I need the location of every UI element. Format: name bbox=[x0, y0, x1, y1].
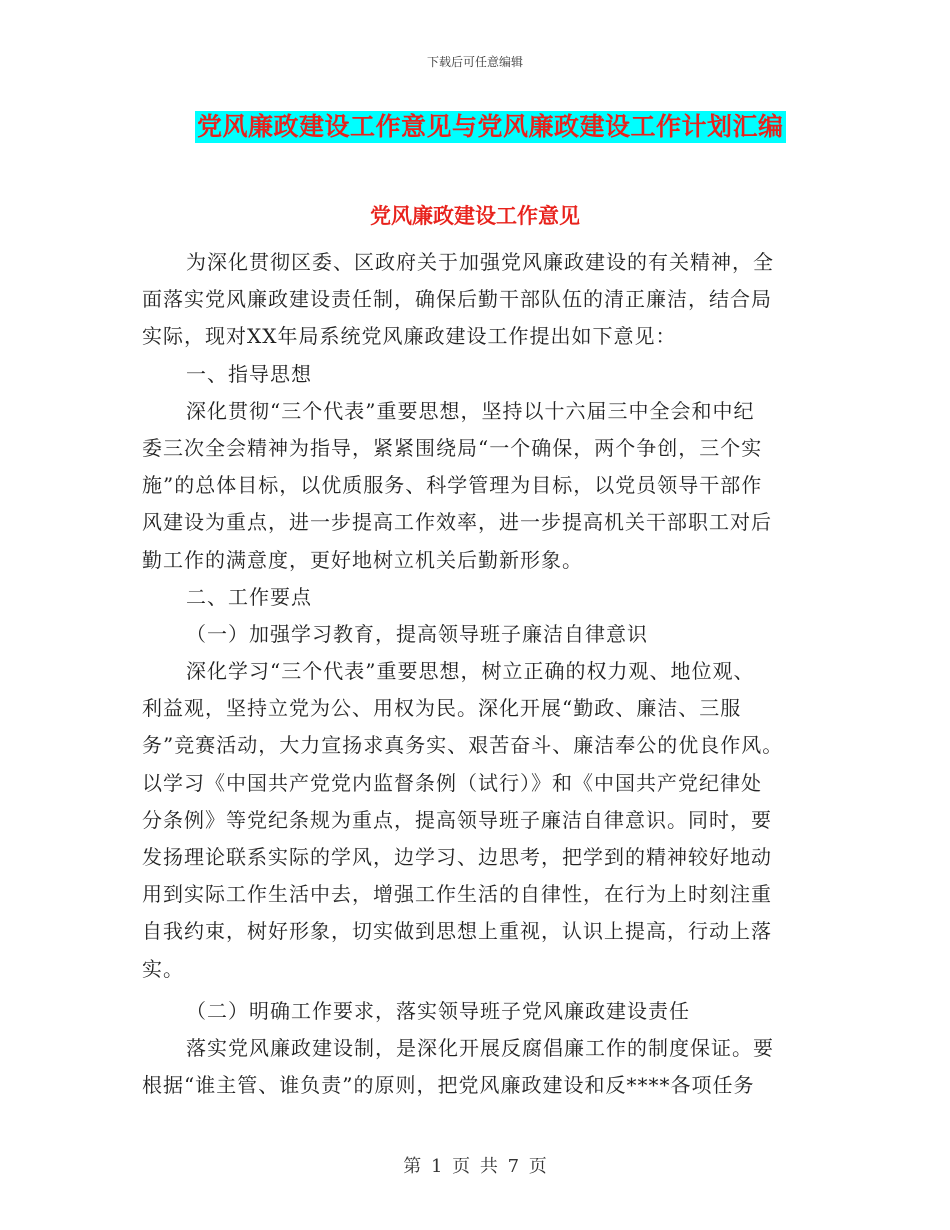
paragraph-line: 实际，现对XX年局系统党风廉政建设工作提出如下意见： bbox=[142, 324, 677, 349]
paragraph-line: 为深化贯彻区委、区政府关于加强党风廉政建设的有关精神，全 bbox=[186, 250, 774, 274]
paragraph-line: 施”的总体目标，以优质服务、科学管理为目标，以党员领导干部作 bbox=[142, 473, 763, 498]
paragraph-line: 自我约束，树好形象，切实做到思想上重视，认识上提高，行动上落 bbox=[142, 919, 772, 944]
paragraph-line: 面落实党风廉政建设责任制，确保后勤干部队伍的清正廉洁，结合局 bbox=[142, 287, 772, 312]
subsection-heading: （二）明确工作要求，落实领导班子党风廉政建设责任 bbox=[186, 998, 690, 1023]
document-main-title: 党风廉政建设工作意见与党风廉政建设工作计划汇编 bbox=[197, 112, 784, 141]
paragraph-line: 用到实际工作生活中去，增强工作生活的自律性，在行为上时刻注重 bbox=[142, 882, 772, 907]
paragraph-line: 落实党风廉政建设制，是深化开展反腐倡廉工作的制度保证。要 bbox=[186, 1035, 774, 1060]
paragraph-line: 以学习《中国共产党党内监督条例（试行）》和《中国共产党纪律处 bbox=[142, 770, 762, 795]
paragraph-line: 委三次全会精神为指导，紧紧围绕局“一个确保，两个争创，三个实 bbox=[142, 435, 763, 460]
header-note: 下载后可任意编辑 bbox=[426, 55, 523, 69]
page-footer: 第 1 页 共 7 页 bbox=[403, 1156, 547, 1177]
paragraph-line: 发扬理论联系实际的学风，边学习、边思考，把学到的精神较好地动 bbox=[142, 845, 772, 869]
subsection-heading: （一）加强学习教育，提高领导班子廉洁自律意识 bbox=[186, 621, 648, 646]
paragraph-line: 利益观，坚持立党为公、用权为民。深化开展“勤政、廉洁、三服 bbox=[142, 696, 742, 721]
section-heading: 二、工作要点 bbox=[186, 584, 312, 609]
paragraph-line: 风建设为重点，进一步提高工作效率，进一步提高机关干部职工对后 bbox=[142, 510, 772, 535]
paragraph-line: 深化贯彻“三个代表”重要思想，坚持以十六届三中全会和中纪 bbox=[186, 398, 755, 423]
paragraph-line: 务”竞赛活动，大力宣扬求真务实、艰苦奋斗、廉洁奉公的优良作风。 bbox=[142, 733, 784, 758]
section-title: 党风廉政建设工作意见 bbox=[370, 203, 580, 228]
section-heading: 一、指导思想 bbox=[186, 361, 312, 386]
paragraph-line: 勤工作的满意度，更好地树立机关后勤新形象。 bbox=[142, 547, 583, 572]
paragraph-line: 分条例》等党纪条规为重点，提高领导班子廉洁自律意识。同时，要 bbox=[142, 807, 772, 832]
paragraph-line: 根据“谁主管、谁负责”的原则，把党风廉政建设和反****各项任务 bbox=[142, 1073, 755, 1098]
paragraph-line: 深化学习“三个代表”重要思想，树立正确的权力观、地位观、 bbox=[186, 659, 755, 684]
document-body bbox=[142, 244, 807, 1104]
paragraph-line: 实。 bbox=[142, 956, 184, 981]
